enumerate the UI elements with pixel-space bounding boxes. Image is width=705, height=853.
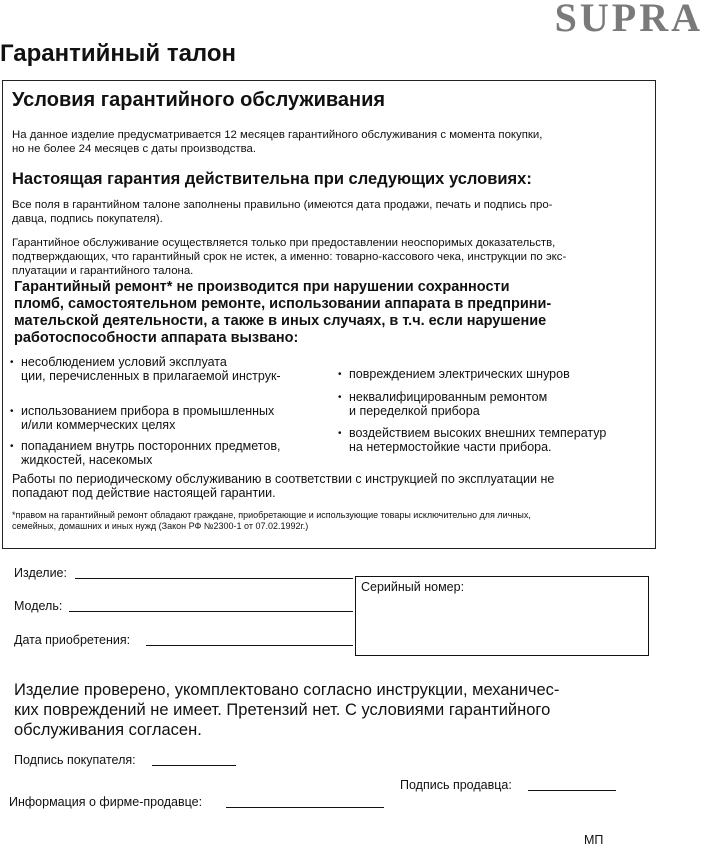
conditions-heading: Условия гарантийного обслуживания [12, 89, 386, 111]
seller-signature-label: Подпись продавца: [400, 778, 512, 792]
periodic-service-text: Работы по периодическому обслуживанию в соответствии с инструкцией по эксплуатации не попадают под действие настоящей гарантии. [12, 472, 555, 500]
product-label: Изделие: [14, 566, 67, 580]
stamp-mark: МП [584, 833, 604, 847]
page-title: Гарантийный талон [0, 40, 237, 67]
product-field[interactable] [75, 578, 353, 579]
model-label: Модель: [14, 599, 63, 613]
list-item: • попаданием внутрь посторонних предметов, жидкостей, насекомых [10, 439, 281, 467]
acceptance-statement: Изделие проверено, укомплектовано согласно инструкции, механичес- ких повреждений не имеет. Претензий нет. С условиями гарантийного обслуживания согласен. [14, 681, 560, 739]
list-item: • несоблюдением условий эксплуата ции, перечисленных в прилагаемой инструк- [10, 355, 281, 383]
purchase-date-field[interactable] [146, 645, 353, 646]
buyer-signature-label: Подпись покупателя: [14, 753, 136, 767]
list-item: • использованием прибора в промышленных и/или коммерческих целях [10, 404, 275, 432]
seller-info-label: Информация о фирме-продавце: [9, 795, 203, 809]
model-field[interactable] [69, 611, 353, 612]
seller-info-field[interactable] [226, 807, 384, 808]
list-item: • повреждением электрических шнуров [338, 367, 570, 381]
purchase-date-label: Дата приобретения: [14, 633, 131, 647]
seller-signature-field[interactable] [528, 790, 616, 791]
repair-exclusion-text: Гарантийный ремонт* не производится при нарушении сохранности пломб, самостоятельном ремонте, использовании аппарата в предприни- мательской деятельности, а также в иных случаях, в т.ч. если нарушение работоспособности аппарата вызвано: [14, 279, 552, 346]
valid-paragraph-1: Все поля в гарантийном талоне заполнены правильно (имеются дата продажи, печать и подпись про- давца, подпись покупателя). [12, 199, 553, 225]
serial-number-field[interactable] [355, 576, 649, 656]
list-item: • воздействием высоких внешних температур на нетермостойкие части прибора. [338, 426, 607, 454]
list-item: • неквалифицированным ремонтом и переделкой прибора [338, 390, 548, 418]
brand-logo: SUPRA [554, 0, 703, 40]
intro-text: На данное изделие предусматривается 12 месяцев гарантийного обслуживания с момента покупки, но не более 24 месяцев с даты производства. [12, 129, 543, 155]
footnote: *правом на гарантийный ремонт обладают граждане, приобретающие и использующие товары исключительно для личных, семейных, домашних и иных нужд (Закон РФ №2300-1 от 07.02.1992г.) [12, 510, 531, 531]
valid-heading: Настоящая гарантия действительна при следующих условиях: [12, 170, 532, 188]
valid-paragraph-2: Гарантийное обслуживание осуществляется только при предоставлении неоспоримых доказательств, подтверждающих, что гарантийный срок не истек, а именно: товарно-кассового чека, инструкции по экс- плуатации и гарантийного талона. [12, 237, 567, 277]
buyer-signature-field[interactable] [152, 765, 236, 766]
serial-number-label: Серийный номер: [361, 580, 465, 594]
